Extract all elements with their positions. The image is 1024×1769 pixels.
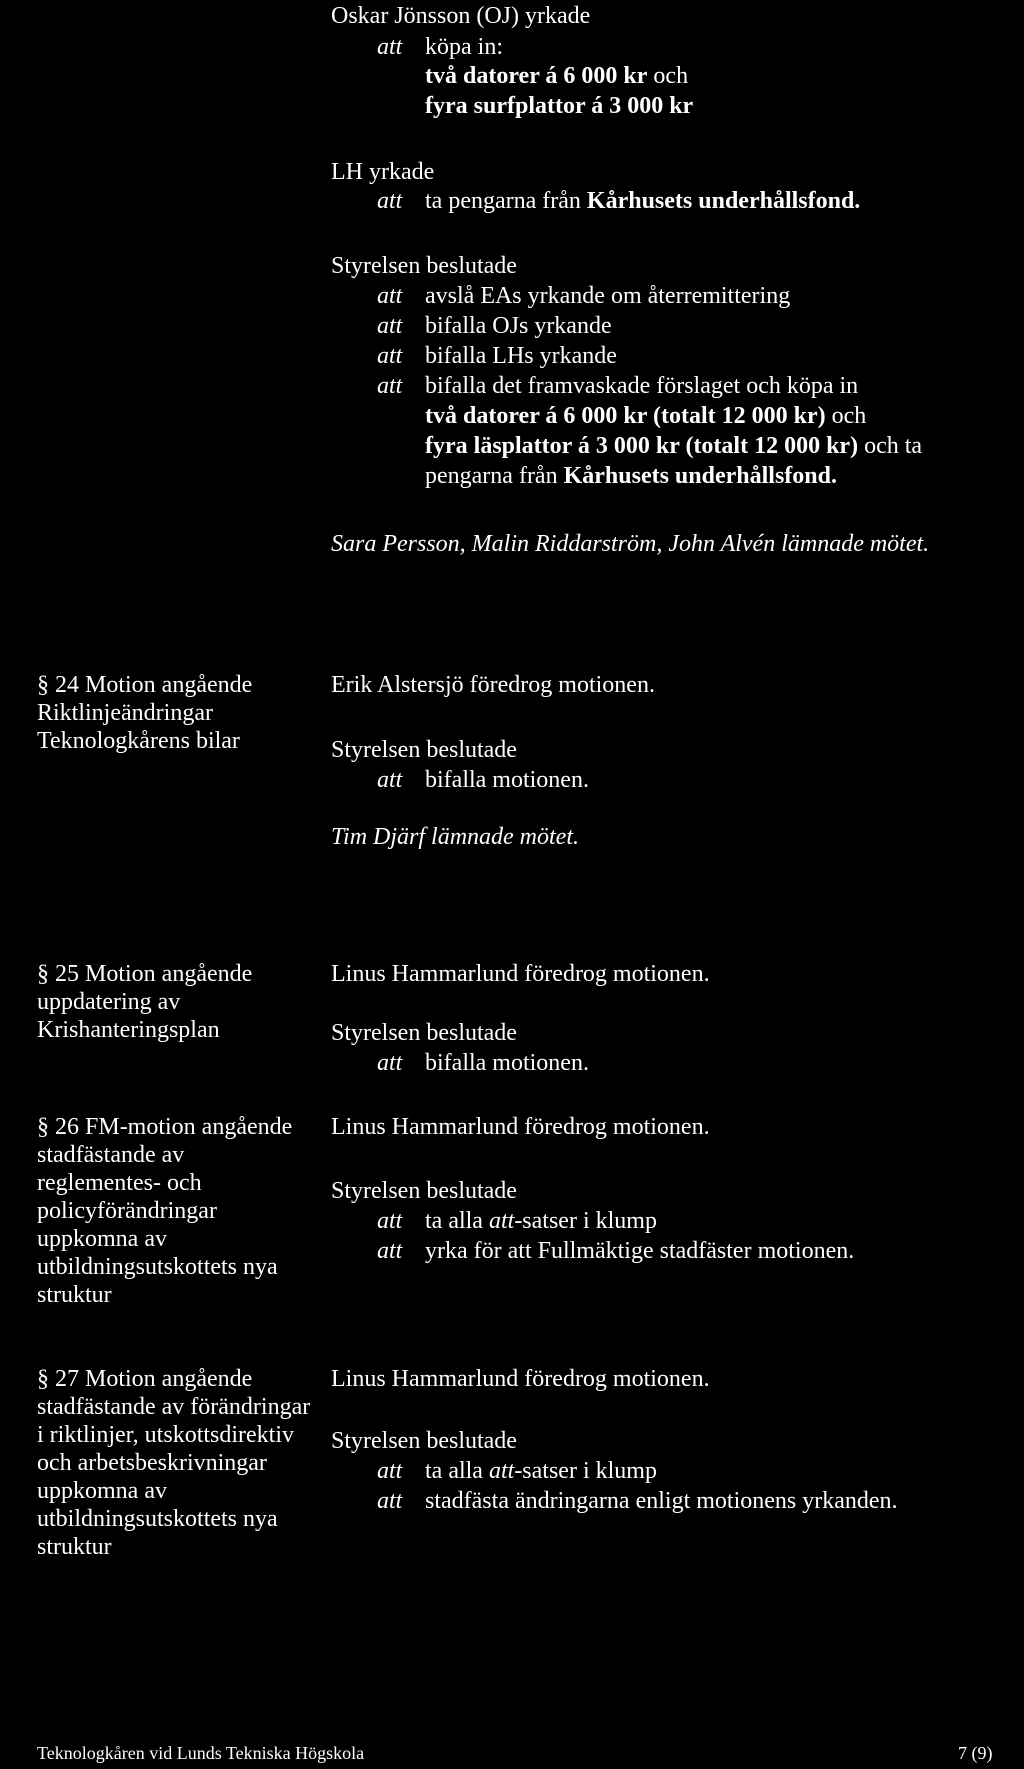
section-25-heading — [37, 960, 337, 1044]
heading-line: Teknologkårens bilar — [37, 728, 240, 754]
att-label: att — [377, 188, 403, 214]
decision-line-5 — [425, 402, 866, 431]
decision-tail: och — [825, 403, 867, 429]
decision-bold: fyra läsplattor á 3 000 kr (totalt 12 000 kr) — [425, 433, 859, 459]
att-kopa-in — [377, 33, 503, 62]
heading-line: Krishanteringsplan — [37, 1017, 220, 1043]
att-label: att — [377, 1458, 403, 1484]
att-text: bifalla det framvaskade förslaget och köpa in — [425, 373, 859, 399]
heading-line: uppkomna av — [37, 1226, 167, 1252]
footer-org: Teknologkåren vid Lunds Tekniska Högskola — [37, 1743, 365, 1763]
decision-line-7 — [425, 462, 837, 491]
heading-line: och arbetsbeskrivningar — [37, 1450, 267, 1476]
s26-styrelsen: Styrelsen beslutade — [331, 1178, 517, 1204]
s27-styrelsen: Styrelsen beslutade — [331, 1428, 517, 1454]
s24-note: Tim Djärf lämnade mötet. — [331, 824, 580, 850]
decision-fond: Kårhusets underhållsfond. — [563, 463, 837, 489]
section-26-heading — [37, 1113, 337, 1309]
att-label: att — [377, 1208, 403, 1234]
section-27-heading — [37, 1365, 337, 1561]
lh-yrkade: LH yrkade — [331, 159, 435, 185]
s24-styrelsen: Styrelsen beslutade — [331, 737, 517, 763]
s26-presenter: Linus Hammarlund föredrog motionen. — [331, 1114, 710, 1140]
heading-line: uppkomna av — [37, 1478, 167, 1504]
s24-presenter: Erik Alstersjö föredrog motionen. — [331, 672, 655, 698]
att-label: att — [377, 373, 403, 399]
item-2-bold: fyra surfplattor á 3 000 kr — [425, 93, 694, 119]
s27-att-line-1 — [377, 1457, 657, 1486]
item-1-tail: och — [647, 63, 689, 89]
att-text: bifalla motionen. — [425, 1050, 589, 1076]
att-line — [377, 312, 612, 341]
att-text: bifalla LHs yrkande — [425, 343, 617, 369]
item-line-2 — [425, 92, 693, 121]
att-text: bifalla motionen. — [425, 767, 589, 793]
att-text: ta alla — [425, 1208, 489, 1234]
item-1-bold: två datorer á 6 000 kr — [425, 63, 648, 89]
s25-presenter: Linus Hammarlund föredrog motionen. — [331, 961, 710, 987]
oj-yrkade: Oskar Jönsson (OJ) yrkade — [331, 3, 591, 29]
lh-fond: Kårhusets underhållsfond. — [586, 188, 861, 214]
heading-line: reglementes- och — [37, 1170, 202, 1196]
att-label: att — [377, 1050, 403, 1076]
heading-line: utbildningsutskottets nya — [37, 1506, 278, 1532]
s24-att-line — [377, 766, 589, 795]
s25-styrelsen: Styrelsen beslutade — [331, 1020, 517, 1046]
att-text: -satser i klump — [514, 1458, 657, 1484]
heading-line: i riktlinjer, utskottsdirektiv — [37, 1422, 295, 1448]
att-text: yrka för att Fullmäktige stadfäster motionen. — [425, 1238, 855, 1264]
heading-line: uppdatering av — [37, 989, 181, 1015]
att-text: -satser i klump — [514, 1208, 657, 1234]
att-text: ta alla — [425, 1458, 489, 1484]
heading-line: § 24 Motion angående — [37, 672, 253, 698]
section-24-heading — [37, 671, 337, 755]
heading-line: § 25 Motion angående — [37, 961, 253, 987]
att-label: att — [377, 1238, 403, 1264]
s26-att-line-1 — [377, 1207, 657, 1236]
att-text: stadfästa ändringarna enligt motionens yrkanden. — [425, 1488, 898, 1514]
styrelsen-beslutade-1: Styrelsen beslutade — [331, 253, 517, 279]
att-line — [377, 282, 790, 311]
decision-bold: två datorer á 6 000 kr (totalt 12 000 kr) — [425, 403, 826, 429]
heading-line: utbildningsutskottets nya — [37, 1254, 278, 1280]
lh-att-line — [377, 187, 860, 216]
decision-line-6 — [425, 432, 922, 461]
decision-tail: och ta — [858, 433, 923, 459]
att-label: att — [377, 313, 403, 339]
s27-att-line-2 — [377, 1487, 898, 1516]
left-meeting-note: Sara Persson, Malin Riddarström, John Alvén lämnade mötet. — [331, 531, 930, 557]
item-line-1 — [425, 62, 688, 91]
att-italic: att — [488, 1208, 515, 1234]
heading-line: § 26 FM-motion angående — [37, 1114, 293, 1140]
s27-presenter: Linus Hammarlund föredrog motionen. — [331, 1366, 710, 1392]
heading-line: § 27 Motion angående — [37, 1366, 253, 1392]
kopa-in-text: köpa in: — [425, 34, 503, 60]
heading-line: policyförändringar — [37, 1198, 217, 1224]
heading-line: struktur — [37, 1534, 112, 1560]
att-label: att — [377, 343, 403, 369]
att-label: att — [377, 283, 403, 309]
lh-text: ta pengarna från — [425, 188, 587, 214]
page-number: 7 (9) — [958, 1743, 993, 1763]
att-text: avslå EAs yrkande om återremittering — [425, 283, 791, 309]
heading-line: stadfästande av förändringar — [37, 1394, 311, 1420]
heading-line: stadfästande av — [37, 1142, 185, 1168]
heading-line: Riktlinjeändringar — [37, 700, 213, 726]
att-line — [377, 342, 617, 371]
att-line — [377, 372, 858, 401]
att-text: bifalla OJs yrkande — [425, 313, 612, 339]
decision-pre: pengarna från — [425, 463, 564, 489]
att-label: att — [377, 34, 403, 60]
heading-line: struktur — [37, 1282, 112, 1308]
att-label: att — [377, 767, 403, 793]
s26-att-line-2 — [377, 1237, 854, 1266]
att-label: att — [377, 1488, 403, 1514]
s25-att-line — [377, 1049, 589, 1078]
att-italic: att — [488, 1458, 515, 1484]
